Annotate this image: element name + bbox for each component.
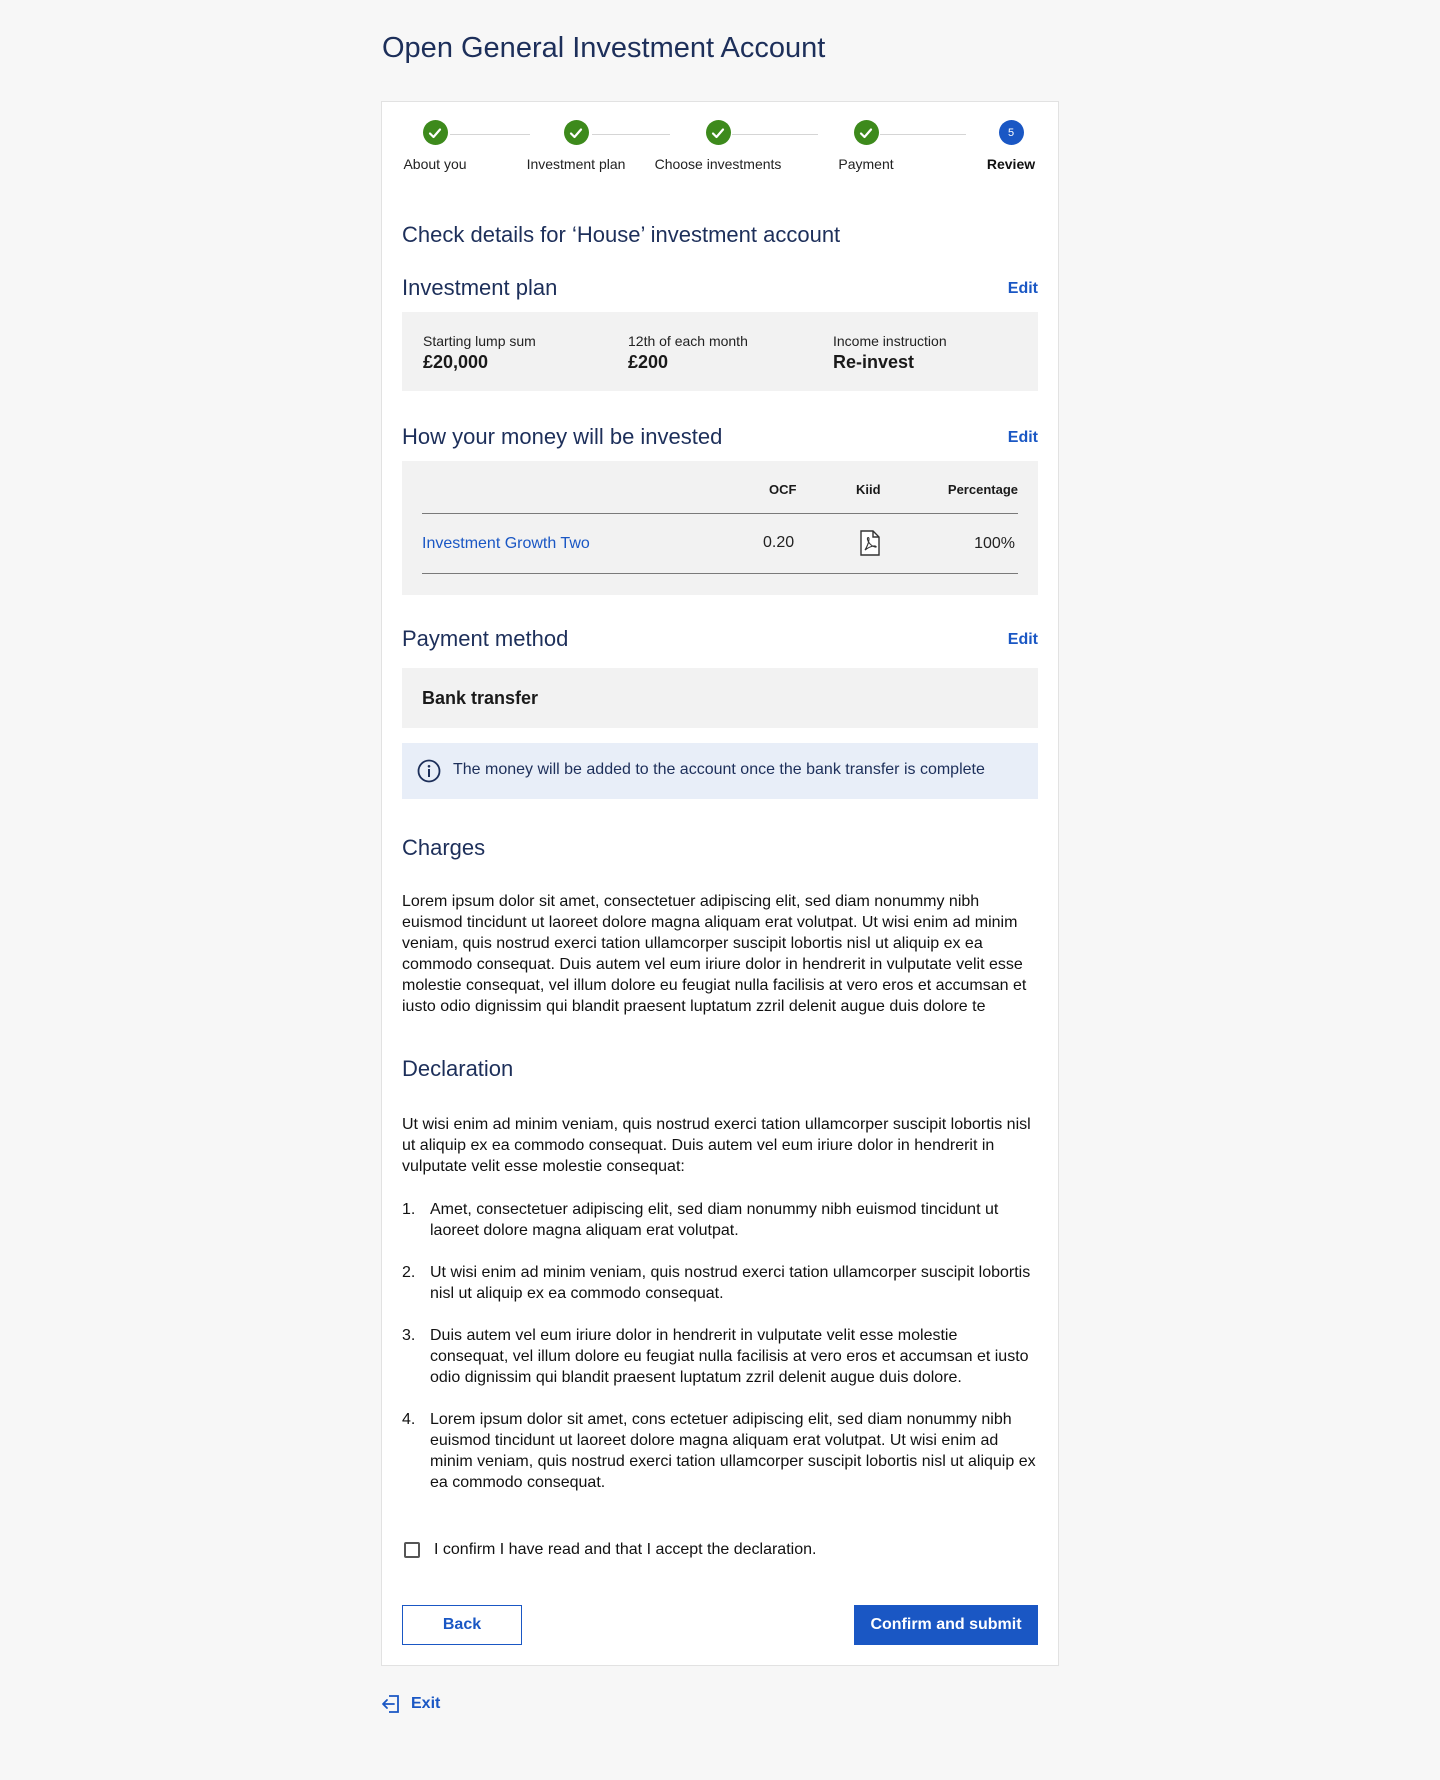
investments-table-panel [402,461,1038,595]
column-header-percentage: Percentage [947,482,1018,497]
percentage-value: 100% [974,535,1015,552]
summary-label: Income instruction [833,333,947,349]
summary-monthly [628,333,748,373]
payment-method-value: Bank transfer [422,688,539,708]
summary-value: £20,000 [423,352,489,372]
exit-icon [381,1694,401,1714]
declaration-item-text: Amet, consectetuer adipiscing elit, sed diam nonummy nibh euismod tincidunt ut laoreet dolore magna aliquam erat volutpat. [430,1201,999,1239]
back-button[interactable]: Back [402,1605,522,1645]
step-label: Review [986,156,1036,172]
info-text: The money will be added to the account once the bank transfer is complete [453,761,985,778]
table-divider [422,573,1018,574]
summary-label: 12th of each month [628,333,748,349]
payment-method-panel [402,668,1038,728]
declaration-item [402,1409,1038,1493]
step-about-you [365,120,505,172]
summary-income-instruction [833,333,947,373]
declaration-item-text: Ut wisi enim ad minim veniam, quis nostrud exerci tation ullamcorper suscipit lobortis nisl ut aliquip ex ea commodo consequat. [430,1264,1031,1302]
invested-title: How your money will be invested [402,424,723,449]
summary-label: Starting lump sum [423,333,536,349]
step-review [941,120,1081,172]
column-header-ocf: OCF [769,482,797,497]
info-icon [417,759,441,783]
edit-payment-link[interactable]: Edit [1007,631,1038,648]
page-title: Open General Investment Account [382,32,826,64]
step-label: Investment plan [526,156,626,172]
exit-link[interactable] [381,1694,440,1714]
step-investment-plan [506,120,646,172]
step-number-badge: 5 [999,120,1024,145]
check-icon [706,120,731,145]
step-label: Choose investments [654,156,782,172]
declaration-title: Declaration [402,1056,514,1081]
payment-method-title: Payment method [402,626,569,651]
declaration-item-number: 1. [402,1201,416,1218]
step-label: About you [403,156,467,172]
charges-title: Charges [402,835,486,860]
declaration-item-text: Lorem ipsum dolor sit amet, cons ectetuer adipiscing elit, sed diam nonummy nibh euismod tincidunt ut laoreet dolore magna aliquam erat volutpat. Ut wisi enim ad minim veniam, quis nostrud exerci tation ullamcorper suscipit lobortis nisl ut aliquip ex ea commodo consequat. [430,1411,1036,1491]
check-icon [564,120,589,145]
table-divider [422,513,1018,514]
step-payment [796,120,936,172]
check-icon [423,120,448,145]
step-label: Payment [838,156,894,172]
info-banner [402,743,1038,799]
review-heading: Check details for ‘House’ investment account [402,222,841,247]
declaration-list [402,1199,1038,1514]
summary-value: Re-invest [833,352,915,372]
declaration-confirm-row[interactable] [404,1541,816,1559]
exit-label[interactable]: Exit [411,1695,441,1712]
confirm-and-submit-button[interactable]: Confirm and submit [854,1605,1038,1645]
declaration-item [402,1262,1038,1304]
declaration-item-number: 2. [402,1264,416,1281]
investment-plan-summary [402,312,1038,391]
progress-stepper [402,120,1038,180]
check-icon [854,120,879,145]
ocf-value: 0.20 [763,534,795,551]
summary-lump-sum [423,333,536,373]
declaration-intro: Ut wisi enim ad minim veniam, quis nostrud exerci tation ullamcorper suscipit lobortis nisl ut aliquip ex ea commodo consequat. Duis autem vel eum iriure dolor in hendrerit in vulputate velit esse molestie consequat: [402,1116,1031,1175]
pdf-document-icon[interactable] [859,530,881,561]
declaration-item-number: 3. [402,1327,416,1344]
declaration-item-text: Duis autem vel eum iriure dolor in hendrerit in vulputate velit esse molestie consequat, vel illum dolore eu feugiat nulla facilisis at vero eros et accumsan et iusto odio dignissim qui blandit praesent luptatum zzril delenit augue duis dolore. [430,1327,1029,1386]
edit-investments-link[interactable]: Edit [1007,429,1038,446]
declaration-confirm-checkbox[interactable] [404,1542,420,1558]
column-header-kiid: Kiid [856,482,881,497]
investment-plan-title: Investment plan [402,275,558,300]
charges-text: Lorem ipsum dolor sit amet, consectetuer adipiscing elit, sed diam nonummy nibh euismod tincidunt ut laoreet dolore magna aliquam erat volutpat. Ut wisi enim ad minim veniam, quis nostrud exerci tation ullamcorper suscipit lobortis nisl ut aliquip ex ea commodo consequat. Duis autem vel eum iriure dolor in hendrerit in vulputate velit esse molestie consequat, vel illum dolore eu feugiat nulla facilisis at vero eros et accumsan et iusto odio dignissim qui blandit praesent luptatum zzril delenit augue duis dolore te [402,893,1027,1015]
declaration-item-number: 4. [402,1411,416,1428]
step-choose-investments [648,120,788,172]
declaration-item [402,1199,1038,1241]
declaration-confirm-label[interactable]: I confirm I have read and that I accept the declaration. [434,1541,817,1558]
edit-investment-plan-link[interactable]: Edit [1007,280,1038,297]
declaration-item [402,1325,1038,1388]
fund-link[interactable]: Investment Growth Two [422,535,590,552]
summary-value: £200 [628,352,669,372]
review-card [381,101,1059,1666]
